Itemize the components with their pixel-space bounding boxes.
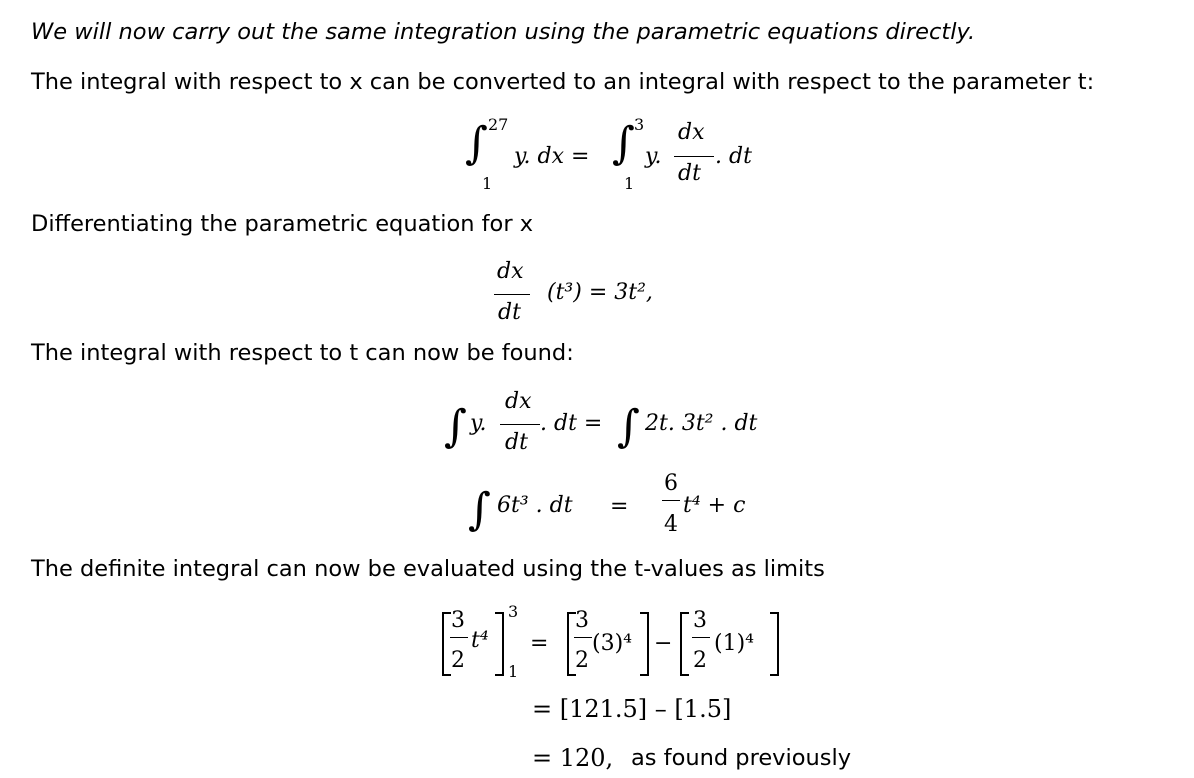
- integral-sign: ∫: [617, 401, 640, 452]
- one-power: (1)⁴: [714, 631, 754, 656]
- lower-limit: 1: [482, 174, 493, 193]
- integral-sign: ∫: [465, 118, 488, 169]
- fraction-numerator: dx: [497, 259, 524, 284]
- y-term: y.: [470, 411, 487, 436]
- fraction-denominator: 2: [575, 648, 589, 673]
- three-power: (3)⁴: [592, 631, 632, 656]
- lower-limit: 1: [624, 174, 635, 193]
- result-expression: t⁴ + c: [683, 493, 746, 518]
- fraction-denominator: 2: [693, 648, 707, 673]
- fraction-denominator: dt: [505, 430, 528, 455]
- right-bracket: [495, 612, 504, 676]
- final-note: as found previously: [631, 745, 852, 771]
- fraction-numerator: 6: [664, 471, 678, 496]
- equals-sign: =: [530, 631, 549, 656]
- fraction-denominator: dt: [678, 161, 701, 186]
- fraction-bar: [500, 424, 540, 425]
- fraction-bar: [692, 637, 710, 638]
- fraction-denominator: dt: [498, 300, 521, 325]
- fraction-numerator: 3: [693, 608, 707, 633]
- fraction-bar: [450, 637, 468, 638]
- tail-term: . dt: [715, 144, 752, 169]
- lhs-expression: 6t³ . dt: [497, 493, 573, 518]
- fraction-numerator: 3: [451, 608, 465, 633]
- lower-limit: 1: [508, 662, 519, 681]
- intro-line: We will now carry out the same integration using the parametric equations directly.: [31, 19, 976, 45]
- integral-sign: ∫: [444, 401, 467, 452]
- mid-term: . dt =: [540, 411, 603, 436]
- differentiating-line: Differentiating the parametric equation for x: [31, 211, 534, 237]
- integral-found-line: The integral with respect to t can now be found:: [31, 340, 574, 366]
- fraction-denominator: 4: [664, 512, 678, 537]
- conversion-line: The integral with respect to x can be converted to an integral with respect to the parameter t:: [31, 69, 1095, 95]
- upper-limit: 3: [508, 602, 519, 621]
- fraction-numerator: dx: [505, 389, 532, 414]
- integral-sign: ∫: [612, 118, 635, 169]
- final-result: = 120,: [532, 744, 614, 772]
- fraction-numerator: dx: [678, 120, 705, 145]
- upper-limit: 3: [634, 115, 645, 134]
- y-term: y.: [645, 144, 662, 169]
- fraction-numerator: 3: [575, 608, 589, 633]
- derivative-result: (t³) = 3t²,: [547, 280, 653, 305]
- minus-sign: −: [654, 631, 673, 656]
- t-power: t⁴: [471, 628, 489, 653]
- right-bracket: [770, 612, 779, 676]
- lhs-expression: y. dx =: [514, 144, 590, 169]
- fraction-bar: [662, 500, 680, 501]
- fraction-bar: [494, 294, 530, 295]
- right-bracket: [640, 612, 649, 676]
- left-bracket: [442, 612, 451, 676]
- fraction-denominator: 2: [451, 648, 465, 673]
- definite-integral-line: The definite integral can now be evaluated using the t-values as limits: [31, 556, 825, 582]
- integrand: 2t. 3t² . dt: [645, 411, 758, 436]
- equals-sign: =: [610, 494, 629, 519]
- fraction-bar: [674, 156, 714, 157]
- upper-limit: 27: [488, 115, 509, 134]
- integral-sign: ∫: [468, 484, 491, 535]
- fraction-bar: [574, 637, 592, 638]
- evaluation-step: = [121.5] – [1.5]: [532, 695, 732, 723]
- left-bracket: [680, 612, 689, 676]
